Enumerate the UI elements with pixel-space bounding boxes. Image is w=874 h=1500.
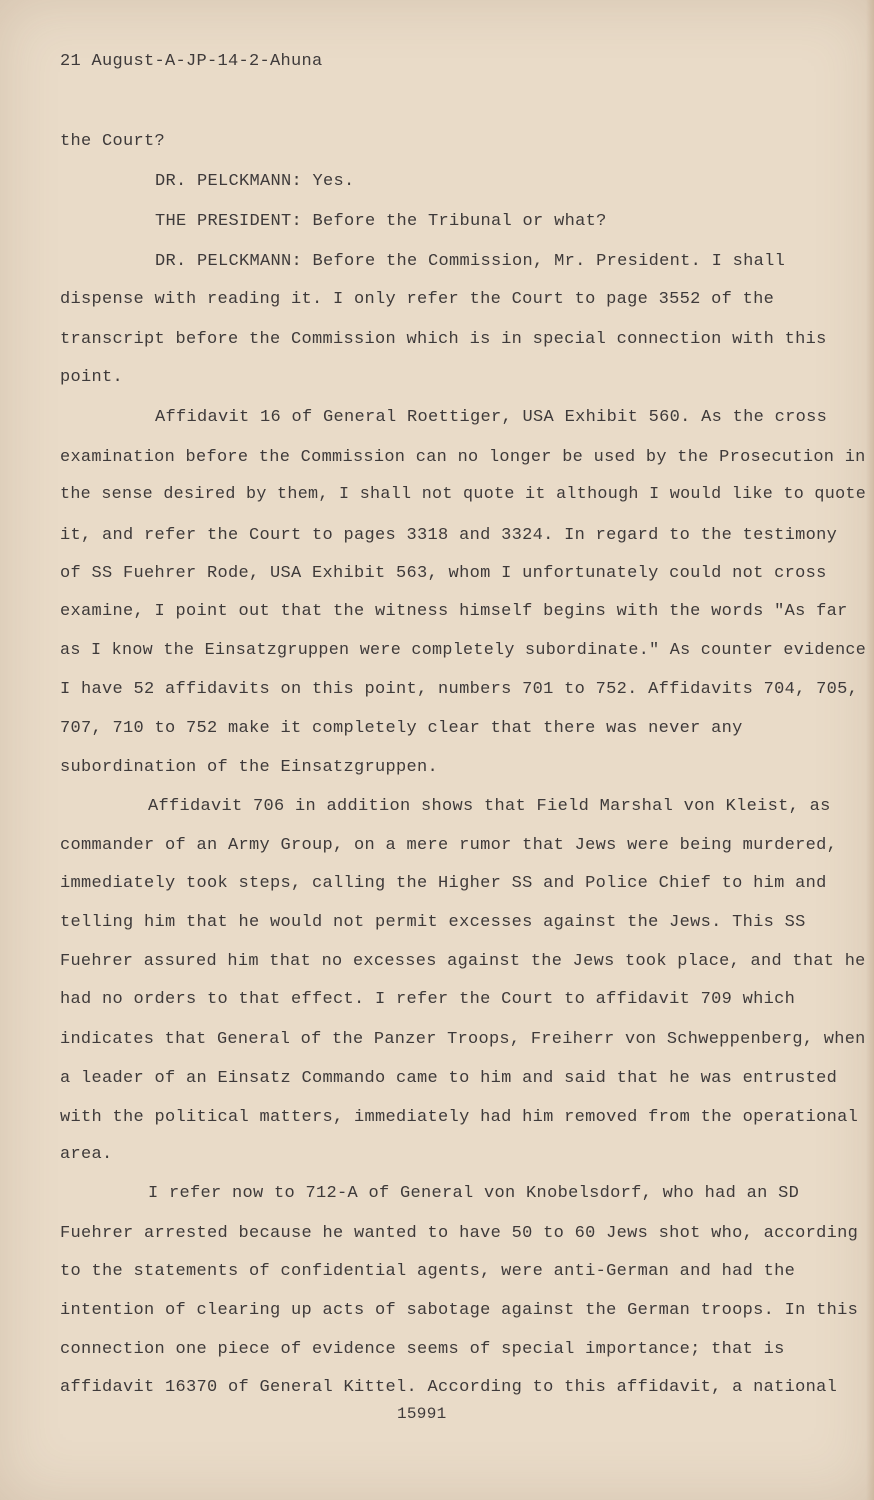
text-line: with the political matters, immediately had him removed from the operational — [60, 1108, 859, 1127]
text-line: intention of clearing up acts of sabotage against the German troops. In this — [60, 1301, 859, 1320]
text-line: DR. PELCKMANN: Yes. — [155, 172, 355, 191]
text-line: subordination of the Einsatzgruppen. — [60, 758, 439, 777]
text-line: I have 52 affidavits on this point, numbers 701 to 752. Affidavits 704, 705, — [60, 680, 859, 699]
page-edge-shadow — [866, 0, 874, 1500]
text-line: Affidavit 706 in addition shows that Field Marshal von Kleist, as — [148, 797, 831, 816]
text-line: had no orders to that effect. I refer the Court to affidavit 709 which — [60, 990, 796, 1009]
page-header: 21 August-A-JP-14-2-Ahuna — [60, 52, 323, 71]
text-line: immediately took steps, calling the Higher SS and Police Chief to him and — [60, 874, 827, 893]
text-line: the Court? — [60, 132, 166, 151]
text-line: affidavit 16370 of General Kittel. According to this affidavit, a national — [60, 1378, 838, 1397]
text-line: point. — [60, 368, 124, 387]
page-number: 15991 — [397, 1405, 447, 1423]
text-line: DR. PELCKMANN: Before the Commission, Mr. President. I shall — [155, 252, 786, 271]
text-line: THE PRESIDENT: Before the Tribunal or what? — [155, 212, 607, 231]
text-line: of SS Fuehrer Rode, USA Exhibit 563, whom I unfortunately could not cross — [60, 564, 827, 583]
text-line: it, and refer the Court to pages 3318 and 3324. In regard to the testimony — [60, 526, 838, 545]
text-line: examination before the Commission can no longer be used by the Prosecution in — [60, 448, 866, 467]
text-line: transcript before the Commission which is in special connection with this — [60, 330, 827, 349]
text-line: I refer now to 712-A of General von Knobelsdorf, who had an SD — [148, 1184, 800, 1203]
text-line: to the statements of confidential agents, were anti-German and had the — [60, 1262, 796, 1281]
text-line: Fuehrer arrested because he wanted to have 50 to 60 Jews shot who, according — [60, 1224, 859, 1243]
text-line: commander of an Army Group, on a mere rumor that Jews were being murdered, — [60, 836, 838, 855]
text-line: Fuehrer assured him that no excesses against the Jews took place, and that he — [60, 952, 866, 971]
text-line: dispense with reading it. I only refer the Court to page 3552 of the — [60, 290, 775, 309]
text-line: indicates that General of the Panzer Troops, Freiherr von Schweppenberg, when — [60, 1030, 866, 1049]
text-line: the sense desired by them, I shall not quote it although I would like to quote — [60, 485, 867, 504]
text-line: area. — [60, 1145, 113, 1164]
text-line: connection one piece of evidence seems of special importance; that is — [60, 1340, 785, 1359]
text-line: examine, I point out that the witness himself begins with the words "As far — [60, 602, 848, 621]
text-line: Affidavit 16 of General Roettiger, USA Exhibit 560. As the cross — [155, 408, 828, 427]
text-line: 707, 710 to 752 make it completely clear that there was never any — [60, 719, 743, 738]
text-line: a leader of an Einsatz Commando came to him and said that he was entrusted — [60, 1069, 838, 1088]
text-line: as I know the Einsatzgruppen were completely subordinate." As counter evidence — [60, 641, 867, 660]
text-line: telling him that he would not permit excesses against the Jews. This SS — [60, 913, 806, 932]
